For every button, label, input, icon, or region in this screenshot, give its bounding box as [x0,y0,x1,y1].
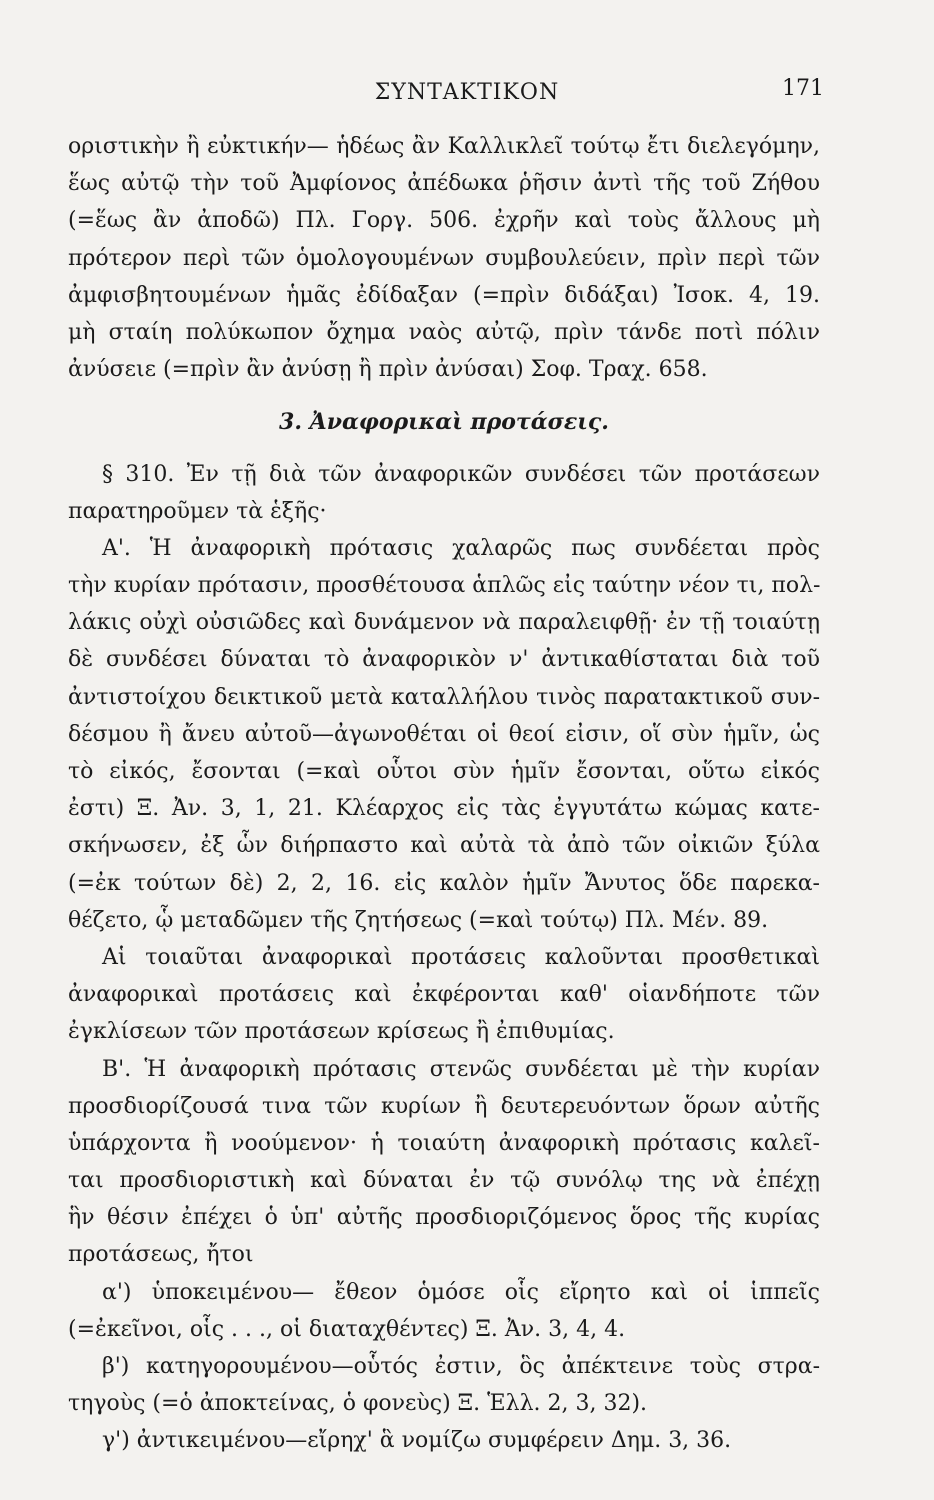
text-line: ἕως αὐτῷ τὴν τοῦ Ἀμφίονος ἀπέδωκα ῥῆσιν ἀντὶ τῆς τοῦ Ζήθου [68,171,820,197]
text-line: β') κατηγορουμένου—οὗτός ἐστιν, ὃς ἀπέκτεινε τοὺς στρα- [102,1354,820,1379]
text-line: λάκις οὐχὶ οὐσιῶδες καὶ δυνάμενον νὰ παραλειφθῇ· ἐν τῇ τοιαύτῃ [68,610,820,636]
text-line: ὑπάρχοντα ἢ νοούμενον· ἡ τοιαύτη ἀναφορικὴ πρότασις καλεῖ- [68,1130,820,1156]
text-line: ται προσδιοριστικὴ καὶ δύναται ἐν τῷ συνόλῳ της νὰ ἐπέχῃ [68,1168,820,1194]
text-line: (=ἐκεῖνοι, οἷς . . ., οἱ διαταχθέντες) Ξ. Ἀν. 3, 4, 4. [68,1316,626,1342]
text-line: ἣν θέσιν ἐπέχει ὁ ὑπ' αὐτῆς προσδιοριζόμενος ὅρος τῆς κυρίας [68,1205,820,1231]
text-line: ἀντιστοίχου δεικτικοῦ μετὰ καταλλήλου τινὸς παρατακτικοῦ συν- [68,684,820,710]
text-line: δέσμου ἢ ἄνευ αὐτοῦ—ἀγωνοθέται οἱ θεοί εἰσιν, οἵ σὺν ἡμῖν, ὡς [68,721,820,747]
text-line: θέζετο, ᾧ μεταδῶμεν τῆς ζητήσεως (=καὶ τούτῳ) Πλ. Μέν. 89. [68,907,769,933]
text-line: δὲ συνδέσει δύναται τὸ ἀναφορικὸν ν' ἀντικαθίσταται διὰ τοῦ [68,647,820,673]
text-line: Αἱ τοιαῦται ἀναφορικαὶ προτάσεις καλοῦνται προσθετικαὶ [102,944,820,970]
text-line: ἐγκλίσεων τῶν προτάσεων κρίσεως ἢ ἐπιθυμίας. [68,1019,615,1045]
text-line: τὸ εἰκός, ἔσονται (=καὶ οὗτοι σὺν ἡμῖν ἔσονται, οὕτω εἰκός [68,759,820,784]
text-line: ἀμφισβητουμένων ἡμᾶς ἐδίδαξαν (=πρὶν διδάξαι) Ἰσοκ. 4, 19. [68,282,820,308]
body-text [68,128,820,1460]
text-line: Β'. Ἡ ἀναφορικὴ πρότασις στενῶς συνδέεται μὲ τὴν κυρίαν [102,1056,820,1082]
text-line: Α'. Ἡ ἀναφορικὴ πρότασις χαλαρῶς πως συνδέεται πρὸς [102,535,820,561]
text-line: πρότερον περὶ τῶν ὁμολογουμένων συμβουλεύειν, πρὶν περὶ τῶν [68,245,820,271]
text-line: ἀναφορικαὶ προτάσεις καὶ ἐκφέρονται καθ' οἱανδήποτε τῶν [68,982,820,1008]
text-line: γ') ἀντικειμένου—εἴρηχ' ἃ νομίζω συμφέρειν Δημ. 3, 36. [102,1428,732,1454]
page-header [0,72,934,112]
text-line: σκήνωσεν, ἐξ ὧν διήρπαστο καὶ αὐτὰ τὰ ἀπὸ τῶν οἰκιῶν ξύλα [68,833,820,859]
text-line: ἀνύσειε (=πρὶν ἂν ἀνύσῃ ἢ πρὶν ἀνύσαι) Σοφ. Τραχ. 658. [68,357,708,383]
text-line: τηγοὺς (=ὁ ἀποκτείνας, ὁ φονεὺς) Ξ. Ἑλλ. 2, 3, 32). [68,1391,648,1417]
text-line: τὴν κυρίαν πρότασιν, προσθέτουσα ἁπλῶς εἰς ταύτην νέον τι, πολ- [68,573,820,599]
section-heading: 3. Ἀναφορικαὶ προτάσεις. [279,409,609,436]
text-line: παρατηροῦμεν τὰ ἑξῆς· [68,498,327,524]
text-line: ἐστι) Ξ. Ἀν. 3, 1, 21. Κλέαρχος εἰς τὰς ἐγγυτάτω κώμας κατε- [68,796,820,822]
text-line: (=ἕως ἂν ἀποδῶ) Πλ. Γοργ. 506. ἐχρῆν καὶ τοὺς ἄλλους μὴ [68,208,820,234]
running-title: ΣΥΝΤΑΚΤΙΚΟΝ [374,80,560,105]
text-line: § 310. Ἐν τῇ διὰ τῶν ἀναφορικῶν συνδέσει τῶν προτάσεων [102,461,820,487]
text-line: προσδιορίζουσά τινα τῶν κυρίων ἢ δευτερευόντων ὅρων αὐτῆς [68,1093,820,1119]
text-line: μὴ σταίη πολύκωπον ὄχημα ναὸς αὐτῷ, πρὶν τάνδε ποτὶ πόλιν [68,319,820,345]
page-number: 171 [782,76,824,101]
text-line: προτάσεως, ἤτοι [68,1242,254,1268]
text-line: α') ὑποκειμένου— ἔθεον ὁμόσε οἷς εἴρητο καὶ οἱ ἱππεῖς [102,1279,820,1305]
text-line: (=ἐκ τούτων δὲ) 2, 2, 16. εἰς καλὸν ἡμῖν Ἄνυτος ὅδε παρεκα- [68,870,820,896]
text-line: οριστικὴν ἢ εὐκτικήν— ἡδέως ἂν Καλλικλεῖ τούτῳ ἔτι διελεγόμην, [68,134,820,159]
